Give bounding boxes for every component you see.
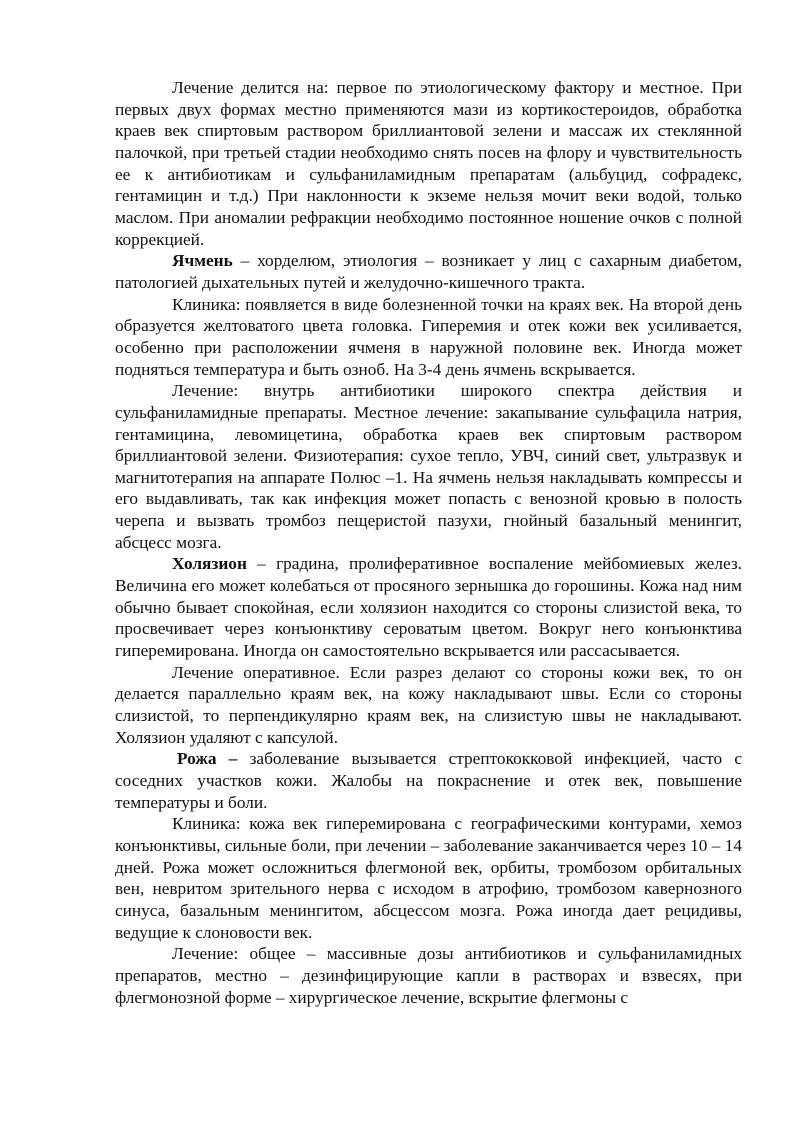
paragraph-text: Лечение: внутрь антибиотики широкого спектра действия и сульфаниламидные препараты. Местное лечение: закапывание сульфацила натрия, гентамицина, левомицетина, обработка краев век спиртовым раствором бриллиантовой зелени. Физиотерапия: сухое тепло, УВЧ, синий свет, ультразвук и магнитотерапия на аппарате Полюс –1. На ячмень нельзя накладывать компрессы и его выдавливать, так как инфекция может попасть с венозной кровью в полость черепа и вызвать тромбоз пещеристой пазухи, гнойный базальный менингит, абсцесс мозга. xyxy=(115,381,742,552)
paragraph-text: Лечение: общее – массивные дозы антибиотиков и сульфаниламидных препаратов, местно – дезинфицирующие капли в растворах и взвесях, при флегмонозной форме – хирургическое лечение, вскрытие флегмоны с xyxy=(115,944,742,1007)
paragraph-chalazion-definition xyxy=(115,553,742,661)
paragraph-text: Клиника: кожа век гиперемирована с географическими контурами, хемоз конъюнктивы, сильные боли, при лечении – заболевание заканчивается через 10 – 14 дней. Рожа может осложниться флегмоной век, орбиты, тромбозом орбитальных вен, невритом зрительного нерва с исходом в атрофию, тромбозом кавернозного синуса, базальным менингитом, абсцессом мозга. Рожа иногда дает рецидивы, ведущие к слоновости век. xyxy=(115,814,743,942)
paragraph-erysipelas-treatment xyxy=(115,943,742,1008)
term-erysipelas: Рожа – xyxy=(177,749,238,769)
paragraph-text: – градина, пролиферативное воспаление мейбомиевых желез. Величина его может колебаться от просяного зернышка до горошины. Кожа над ним обычно бывает спокойная, если холязион находится со стороны слизистой века, то просвечивает через конъюнктиву сероватым цветом. Вокруг него конъюнктива гиперемирована. Иногда он самостоятельно вскрывается или рассасывается. xyxy=(115,554,742,661)
paragraph-text: – хорделюм, этиология – возникает у лиц с сахарным диабетом, патологией дыхательных путей и желудочно-кишечного тракта. xyxy=(115,251,742,292)
term-chalazion: Холязион xyxy=(172,554,247,574)
paragraph-stye-clinic xyxy=(115,294,742,381)
paragraph-blepharitis-treatment xyxy=(115,77,742,250)
paragraph-stye-treatment xyxy=(115,380,742,553)
paragraph-text: заболевание вызывается стрептококковой инфекцией, часто с соседних участков кожи. Жалобы на покраснение и отек век, повышение температуры и боли. xyxy=(115,749,743,812)
paragraph-erysipelas-clinic xyxy=(115,813,742,943)
paragraph-chalazion-treatment xyxy=(115,662,742,749)
paragraph-text: Лечение оперативное. Если разрез делают со стороны кожи век, то он делается параллельно краям век, на кожу накладывают швы. Если со стороны слизистой, то перпендикулярно краям век, на слизистую швы не накладывают. Холязион удаляют с капсулой. xyxy=(115,662,742,747)
paragraph-text: Клиника: появляется в виде болезненной точки на краях век. На второй день образуется желтоватого цвета головка. Гиперемия и отек кожи век усиливается, особенно при расположении ячменя в наружной половине век. Иногда может подняться температура и быть озноб. На 3-4 день ячмень вскрывается. xyxy=(115,294,742,379)
document-page xyxy=(115,77,742,1008)
paragraph-erysipelas-definition xyxy=(115,748,742,813)
paragraph-stye-definition xyxy=(115,250,742,293)
term-stye: Ячмень xyxy=(172,251,233,271)
paragraph-text: Лечение делится на: первое по этиологическому фактору и местное. При первых двух формах местно применяются мази из кортикостероидов, обработка краев век спиртовым раствором бриллиантовой зелени и массаж их стеклянной палочкой, при третьей стадии необходимо снять посев на флору и чувствительность ее к антибиотикам и сульфаниламидным препаратам (альбуцид, софрадекс, гентамицин и т.д.) При наклонности к экземе нельзя мочит веки водой, только маслом. При аномалии рефракции необходимо постоянное ношение очков с полной коррекцией. xyxy=(115,78,742,249)
